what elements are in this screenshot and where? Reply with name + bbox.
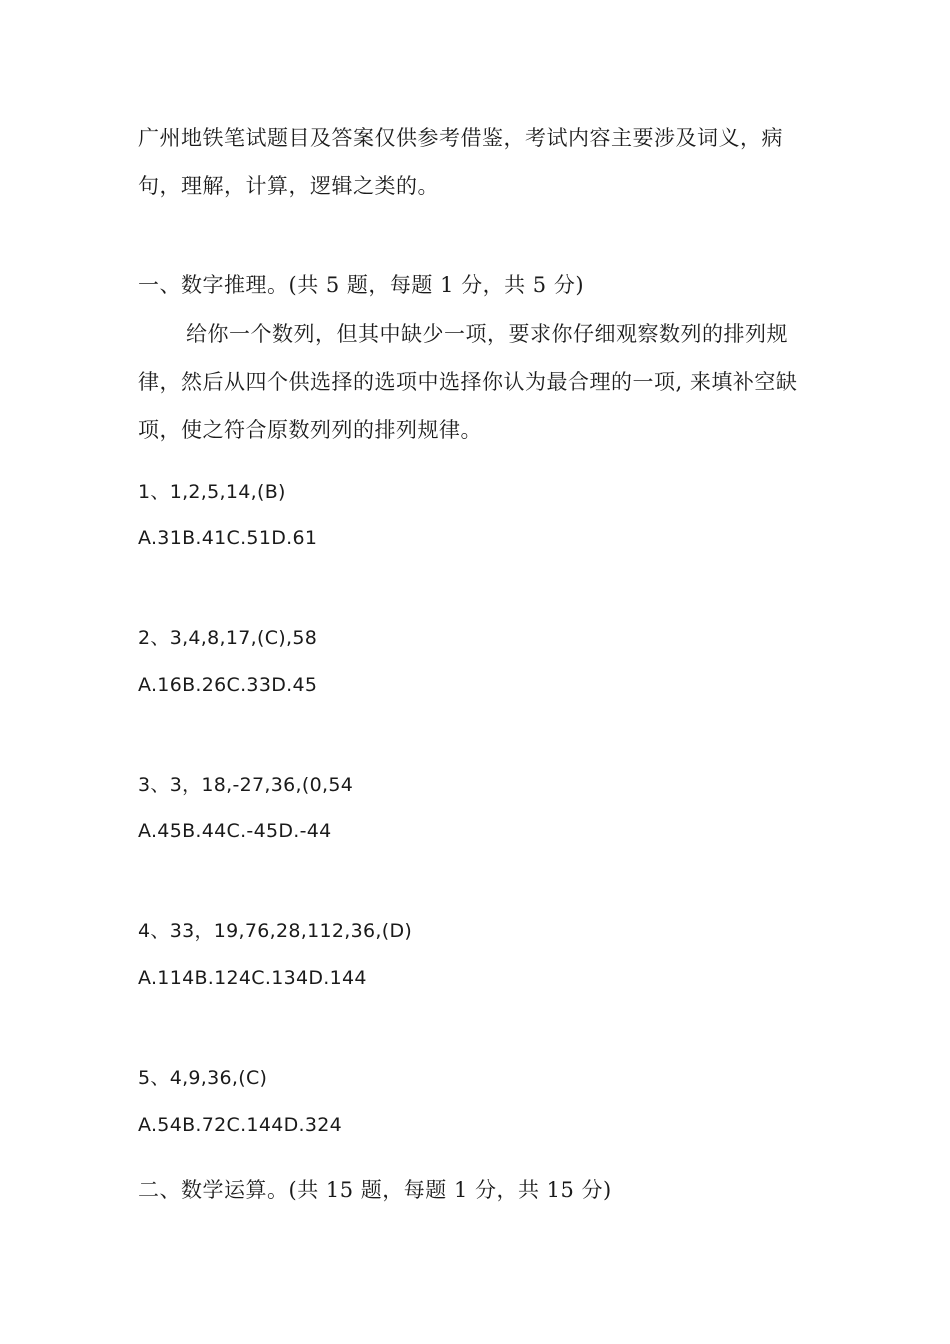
question-3: 3、3，18,-27,36,(0,54 <box>138 774 354 796</box>
question-2-options: A.16B.26C.33D.45 <box>138 674 318 696</box>
question-3-options: A.45B.44C.-45D.-44 <box>138 820 332 842</box>
question-5: 5、4,9,36,(C) <box>138 1067 268 1089</box>
question-1: 1、1,2,5,14,(B) <box>138 481 286 503</box>
section2-heading: 二、数学运算。(共 15 题，每题 1 分，共 15 分) <box>138 1178 612 1202</box>
question-5-options: A.54B.72C.144D.324 <box>138 1114 343 1136</box>
section1-heading: 一、数字推理。(共 5 题，每题 1 分，共 5 分) <box>138 273 585 297</box>
section1-instructions: 给你一个数列，但其中缺少一项，要求你仔细观察数列的排列规律，然后从四个供选择的选项中选择你认为最合理的一项, 来填补空缺项，使之符合原数列列的排列规律。 <box>138 322 798 442</box>
question-2: 2、3,4,8,17,(C),58 <box>138 627 318 649</box>
question-1-options: A.31B.41C.51D.61 <box>138 527 318 549</box>
intro-paragraph: 广州地铁笔试题目及答案仅供参考借鉴，考试内容主要涉及词义，病句，理解，计算，逻辑之类的。 <box>138 126 783 198</box>
question-4-options: A.114B.124C.134D.144 <box>138 967 367 989</box>
question-4: 4、33，19,76,28,112,36,(D) <box>138 920 413 942</box>
